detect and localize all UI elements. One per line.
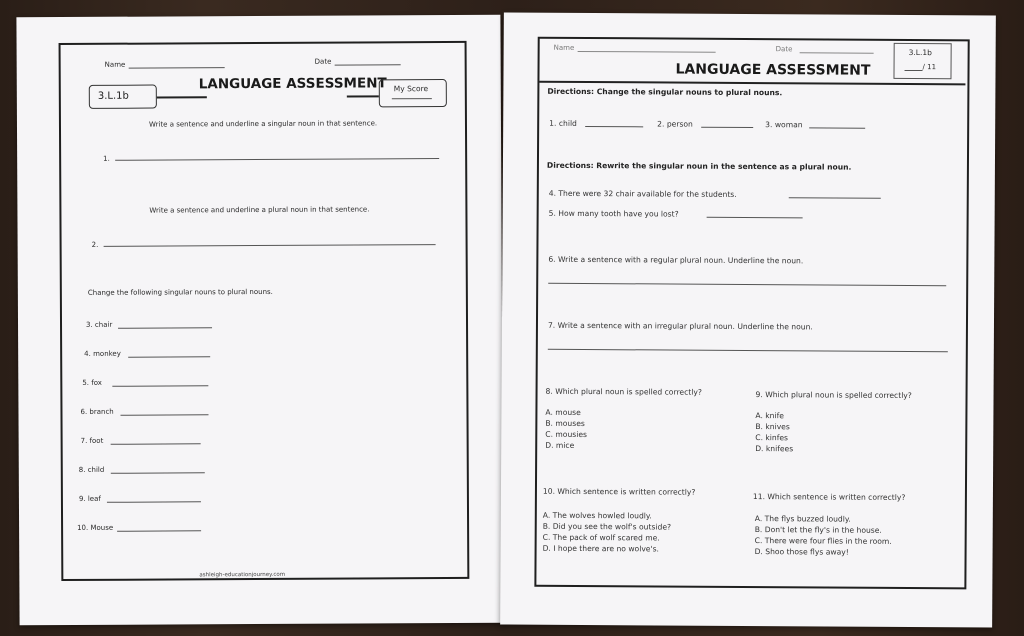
q10-option-d: D. I hope there are no wolve's. xyxy=(542,543,659,554)
question-2: 2. person xyxy=(657,119,693,129)
name-label: Name xyxy=(104,60,126,69)
directions-1: Directions: Change the singular nouns to plural nouns. xyxy=(547,86,783,98)
q9-option-d: D. knifees xyxy=(755,444,794,454)
q10-option-c: C. The pack of wolf scared me. xyxy=(542,532,660,543)
change-directions: Change the following singular nouns to plural nouns. xyxy=(87,287,273,297)
footer-credit: ashleigh-educationjourney.com xyxy=(199,571,286,579)
score-line xyxy=(905,70,923,71)
prompt-plural: Write a sentence and underline a plural noun in that sentence. xyxy=(149,205,370,215)
q9-option-b: B. knives xyxy=(755,422,790,432)
standard-label: 3.L.1b xyxy=(908,47,932,58)
score-box xyxy=(379,79,447,107)
question-10: 10. Which sentence is written correctly? xyxy=(542,486,696,497)
list-item-monkey: 4. monkey xyxy=(84,349,121,358)
prompt-singular: Write a sentence and underline a singular noun in that sentence. xyxy=(148,119,378,129)
q9-option-c: C. kinfes xyxy=(755,433,789,443)
list-item-leaf: 9. leaf xyxy=(78,494,101,503)
q8-option-d: D. mice xyxy=(545,440,575,450)
score-total: / 11 xyxy=(922,63,937,72)
q10-option-a: A. The wolves howled loudly. xyxy=(542,510,652,521)
question-11: 11. Which sentence is written correctly? xyxy=(752,492,906,502)
name-label: Name xyxy=(553,43,575,52)
q11-option-a: A. The flys buzzed loudly. xyxy=(754,514,851,524)
list-item-branch: 6. branch xyxy=(80,407,114,416)
q11-option-c: C. There were four flies in the room. xyxy=(754,536,892,546)
q10-option-b: B. Did you see the wolf's outside? xyxy=(542,521,672,532)
list-item-foot: 7. foot xyxy=(80,436,104,445)
list-item-mouse: 10. Mouse xyxy=(77,523,114,532)
page-title: LANGUAGE ASSESSMENT xyxy=(198,75,387,93)
list-item-chair: 3. chair xyxy=(86,320,113,329)
page-title: LANGUAGE ASSESSMENT xyxy=(675,61,871,79)
q8-option-a: A. mouse xyxy=(545,407,581,417)
worksheet-border xyxy=(534,37,969,590)
title-rule-left xyxy=(157,96,207,98)
q8-option-b: B. mouses xyxy=(545,418,585,429)
score-line xyxy=(392,98,432,99)
q11-option-b: B. Don't let the fly's in the house. xyxy=(754,525,882,535)
list-item-fox: 5. fox xyxy=(82,378,102,387)
date-label: Date xyxy=(314,57,332,66)
item-number-2: 2. xyxy=(91,240,99,249)
question-3: 3. woman xyxy=(765,120,803,130)
score-label: My Score xyxy=(393,84,429,94)
question-7: 7. Write a sentence with an irregular plural noun. Underline the noun. xyxy=(547,320,813,332)
question-9: 9. Which plural noun is spelled correctly? xyxy=(755,390,912,401)
standard-box xyxy=(89,85,157,109)
date-label: Date xyxy=(775,45,793,54)
question-1: 1. child xyxy=(549,118,577,128)
question-4: 4. There were 32 chair available for the students. xyxy=(548,188,737,199)
question-8: 8. Which plural noun is spelled correctly? xyxy=(545,386,702,397)
standard-score-box xyxy=(893,43,951,79)
worksheet-left xyxy=(16,15,503,626)
title-rule-right xyxy=(347,95,379,97)
directions-2: Directions: Rewrite the singular noun in the sentence as a plural noun. xyxy=(546,160,852,172)
standard-label: 3.L.1b xyxy=(97,90,129,102)
question-5: 5. How many tooth have you lost? xyxy=(548,208,679,219)
worksheet-right xyxy=(500,13,996,628)
q9-option-a: A. knife xyxy=(755,411,785,421)
q8-option-c: C. mousies xyxy=(545,429,588,440)
question-6: 6. Write a sentence with a regular plural noun. Underline the noun. xyxy=(548,254,804,266)
q11-option-d: D. Shoo those flys away! xyxy=(754,547,849,557)
item-number-1: 1. xyxy=(103,154,110,163)
list-item-child: 8. child xyxy=(78,465,105,474)
